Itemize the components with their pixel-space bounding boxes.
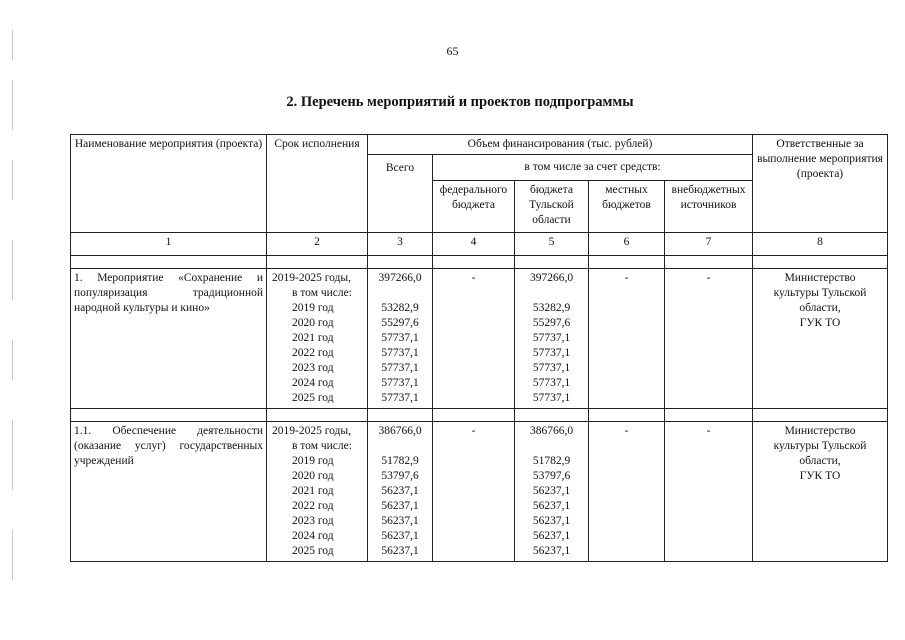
header-total: Всего: [368, 155, 433, 233]
responsible-line: области,: [799, 302, 841, 314]
federal-value: -: [471, 425, 476, 437]
spacer-line: [518, 286, 585, 301]
total-year-value: 57737,1: [381, 362, 419, 374]
responsible-line: культуры Тульской: [773, 440, 867, 452]
year-label: 2024 год: [292, 530, 334, 542]
regional-year-value: 56237,1: [532, 545, 571, 557]
column-number: 2: [267, 233, 368, 256]
year-label: 2022 год: [292, 500, 334, 512]
period-label: 2019-2025 годы,: [272, 272, 352, 284]
year-label: 2024 год: [292, 377, 334, 389]
total-year-value: 51782,9: [381, 455, 419, 467]
responsible-line: культуры Тульской: [773, 287, 867, 299]
column-number: 5: [515, 233, 589, 256]
local-value: -: [624, 425, 629, 437]
responsible-line: области,: [799, 455, 841, 467]
responsible-line: ГУК ТО: [799, 470, 841, 482]
header-name: Наименование мероприятия (проекта): [71, 135, 267, 233]
year-label: 2023 год: [292, 362, 334, 374]
total-year-value: 56237,1: [381, 485, 419, 497]
period-label: в том числе:: [292, 440, 352, 452]
table-row: [71, 422, 888, 562]
row-period: [267, 269, 368, 409]
total-year-value: 53797,6: [381, 470, 419, 482]
responsible-line: Министерство: [784, 425, 856, 437]
local-value: -: [624, 272, 629, 284]
page-heading: 2. Перечень мероприятий и проектов подпрограммы: [286, 94, 634, 110]
period-label: в том числе:: [292, 287, 352, 299]
extra-value: -: [706, 425, 711, 437]
regional-value: 397266,0: [529, 272, 574, 284]
year-label: 2020 год: [292, 317, 334, 329]
row-total: [368, 269, 433, 409]
spacer-line: [371, 286, 429, 301]
year-label: 2020 год: [292, 470, 334, 482]
spacer-line: [518, 439, 585, 454]
spacer-row: [71, 256, 888, 269]
regional-year-value: 55297,6: [532, 317, 571, 329]
year-label: 2021 год: [292, 485, 334, 497]
regional-year-value: 56237,1: [532, 515, 571, 527]
regional-year-value: 56237,1: [532, 530, 571, 542]
table-row: [71, 269, 888, 409]
regional-year-value: 56237,1: [532, 485, 571, 497]
total-year-value: 56237,1: [381, 500, 419, 512]
column-number: 7: [665, 233, 753, 256]
regional-value: 386766,0: [529, 425, 574, 437]
row-period: [267, 422, 368, 562]
regional-year-value: 57737,1: [532, 392, 571, 404]
page-number: 65: [446, 44, 459, 58]
total-year-value: 57737,1: [381, 392, 419, 404]
total-year-value: 56237,1: [381, 530, 419, 542]
header-including: в том числе за счет средств:: [433, 155, 753, 181]
regional-year-value: 57737,1: [532, 347, 571, 359]
regional-year-value: 57737,1: [532, 362, 571, 374]
column-number: 3: [368, 233, 433, 256]
row-regional: [515, 269, 589, 409]
header-responsible: Ответственные за выполнение мероприятия (проекта): [753, 135, 888, 233]
column-number: 6: [589, 233, 665, 256]
row-responsible: [753, 422, 888, 562]
row-responsible: [753, 269, 888, 409]
regional-year-value: 57737,1: [532, 377, 571, 389]
regional-year-value: 56237,1: [532, 500, 571, 512]
responsible-line: Министерство: [784, 272, 856, 284]
total-year-value: 56237,1: [381, 515, 419, 527]
spacer-row: [71, 409, 888, 422]
column-number: 8: [753, 233, 888, 256]
row-extra: [665, 269, 753, 409]
period-label: 2019-2025 годы,: [272, 425, 352, 437]
header-regional: бюджета Тульской области: [515, 181, 589, 233]
row-name: 1. Мероприятие «Сохранение и популяризация традиционной народной культуры и кино»: [71, 269, 267, 409]
total-year-value: 56237,1: [381, 545, 419, 557]
header-local: местных бюджетов: [589, 181, 665, 233]
header-federal: федерального бюджета: [433, 181, 515, 233]
row-federal: [433, 269, 515, 409]
total-year-value: 57737,1: [381, 332, 419, 344]
responsible-line: ГУК ТО: [799, 317, 841, 329]
row-federal: [433, 422, 515, 562]
header-term: Срок исполнения: [267, 135, 368, 233]
total-value: 386766,0: [378, 425, 422, 437]
header-extra: внебюджетных источников: [665, 181, 753, 233]
row-name: 1.1. Обеспечение деятельности (оказание услуг) государственных учреждений: [71, 422, 267, 562]
year-label: 2025 год: [292, 392, 334, 404]
total-value: 397266,0: [378, 272, 422, 284]
column-number-row: [71, 233, 888, 256]
year-label: 2023 год: [292, 515, 334, 527]
regional-year-value: 51782,9: [532, 455, 571, 467]
extra-value: -: [706, 272, 711, 284]
year-label: 2019 год: [292, 302, 334, 314]
total-year-value: 57737,1: [381, 347, 419, 359]
year-label: 2025 год: [292, 545, 334, 557]
measures-table: [70, 134, 888, 562]
total-year-value: 53282,9: [381, 302, 419, 314]
year-label: 2021 год: [292, 332, 334, 344]
federal-value: -: [471, 272, 476, 284]
year-label: 2019 год: [292, 455, 334, 467]
regional-year-value: 53797,6: [532, 470, 571, 482]
row-local: [589, 422, 665, 562]
total-year-value: 57737,1: [381, 377, 419, 389]
regional-year-value: 53282,9: [532, 302, 571, 314]
row-local: [589, 269, 665, 409]
row-total: [368, 422, 433, 562]
year-label: 2022 год: [292, 347, 334, 359]
spacer-line: [371, 439, 429, 454]
regional-year-value: 57737,1: [532, 332, 571, 344]
column-number: 1: [71, 233, 267, 256]
total-year-value: 55297,6: [381, 317, 419, 329]
column-number: 4: [433, 233, 515, 256]
row-regional: [515, 422, 589, 562]
header-funding: Объем финансирования (тыс. рублей): [368, 135, 753, 155]
row-extra: [665, 422, 753, 562]
